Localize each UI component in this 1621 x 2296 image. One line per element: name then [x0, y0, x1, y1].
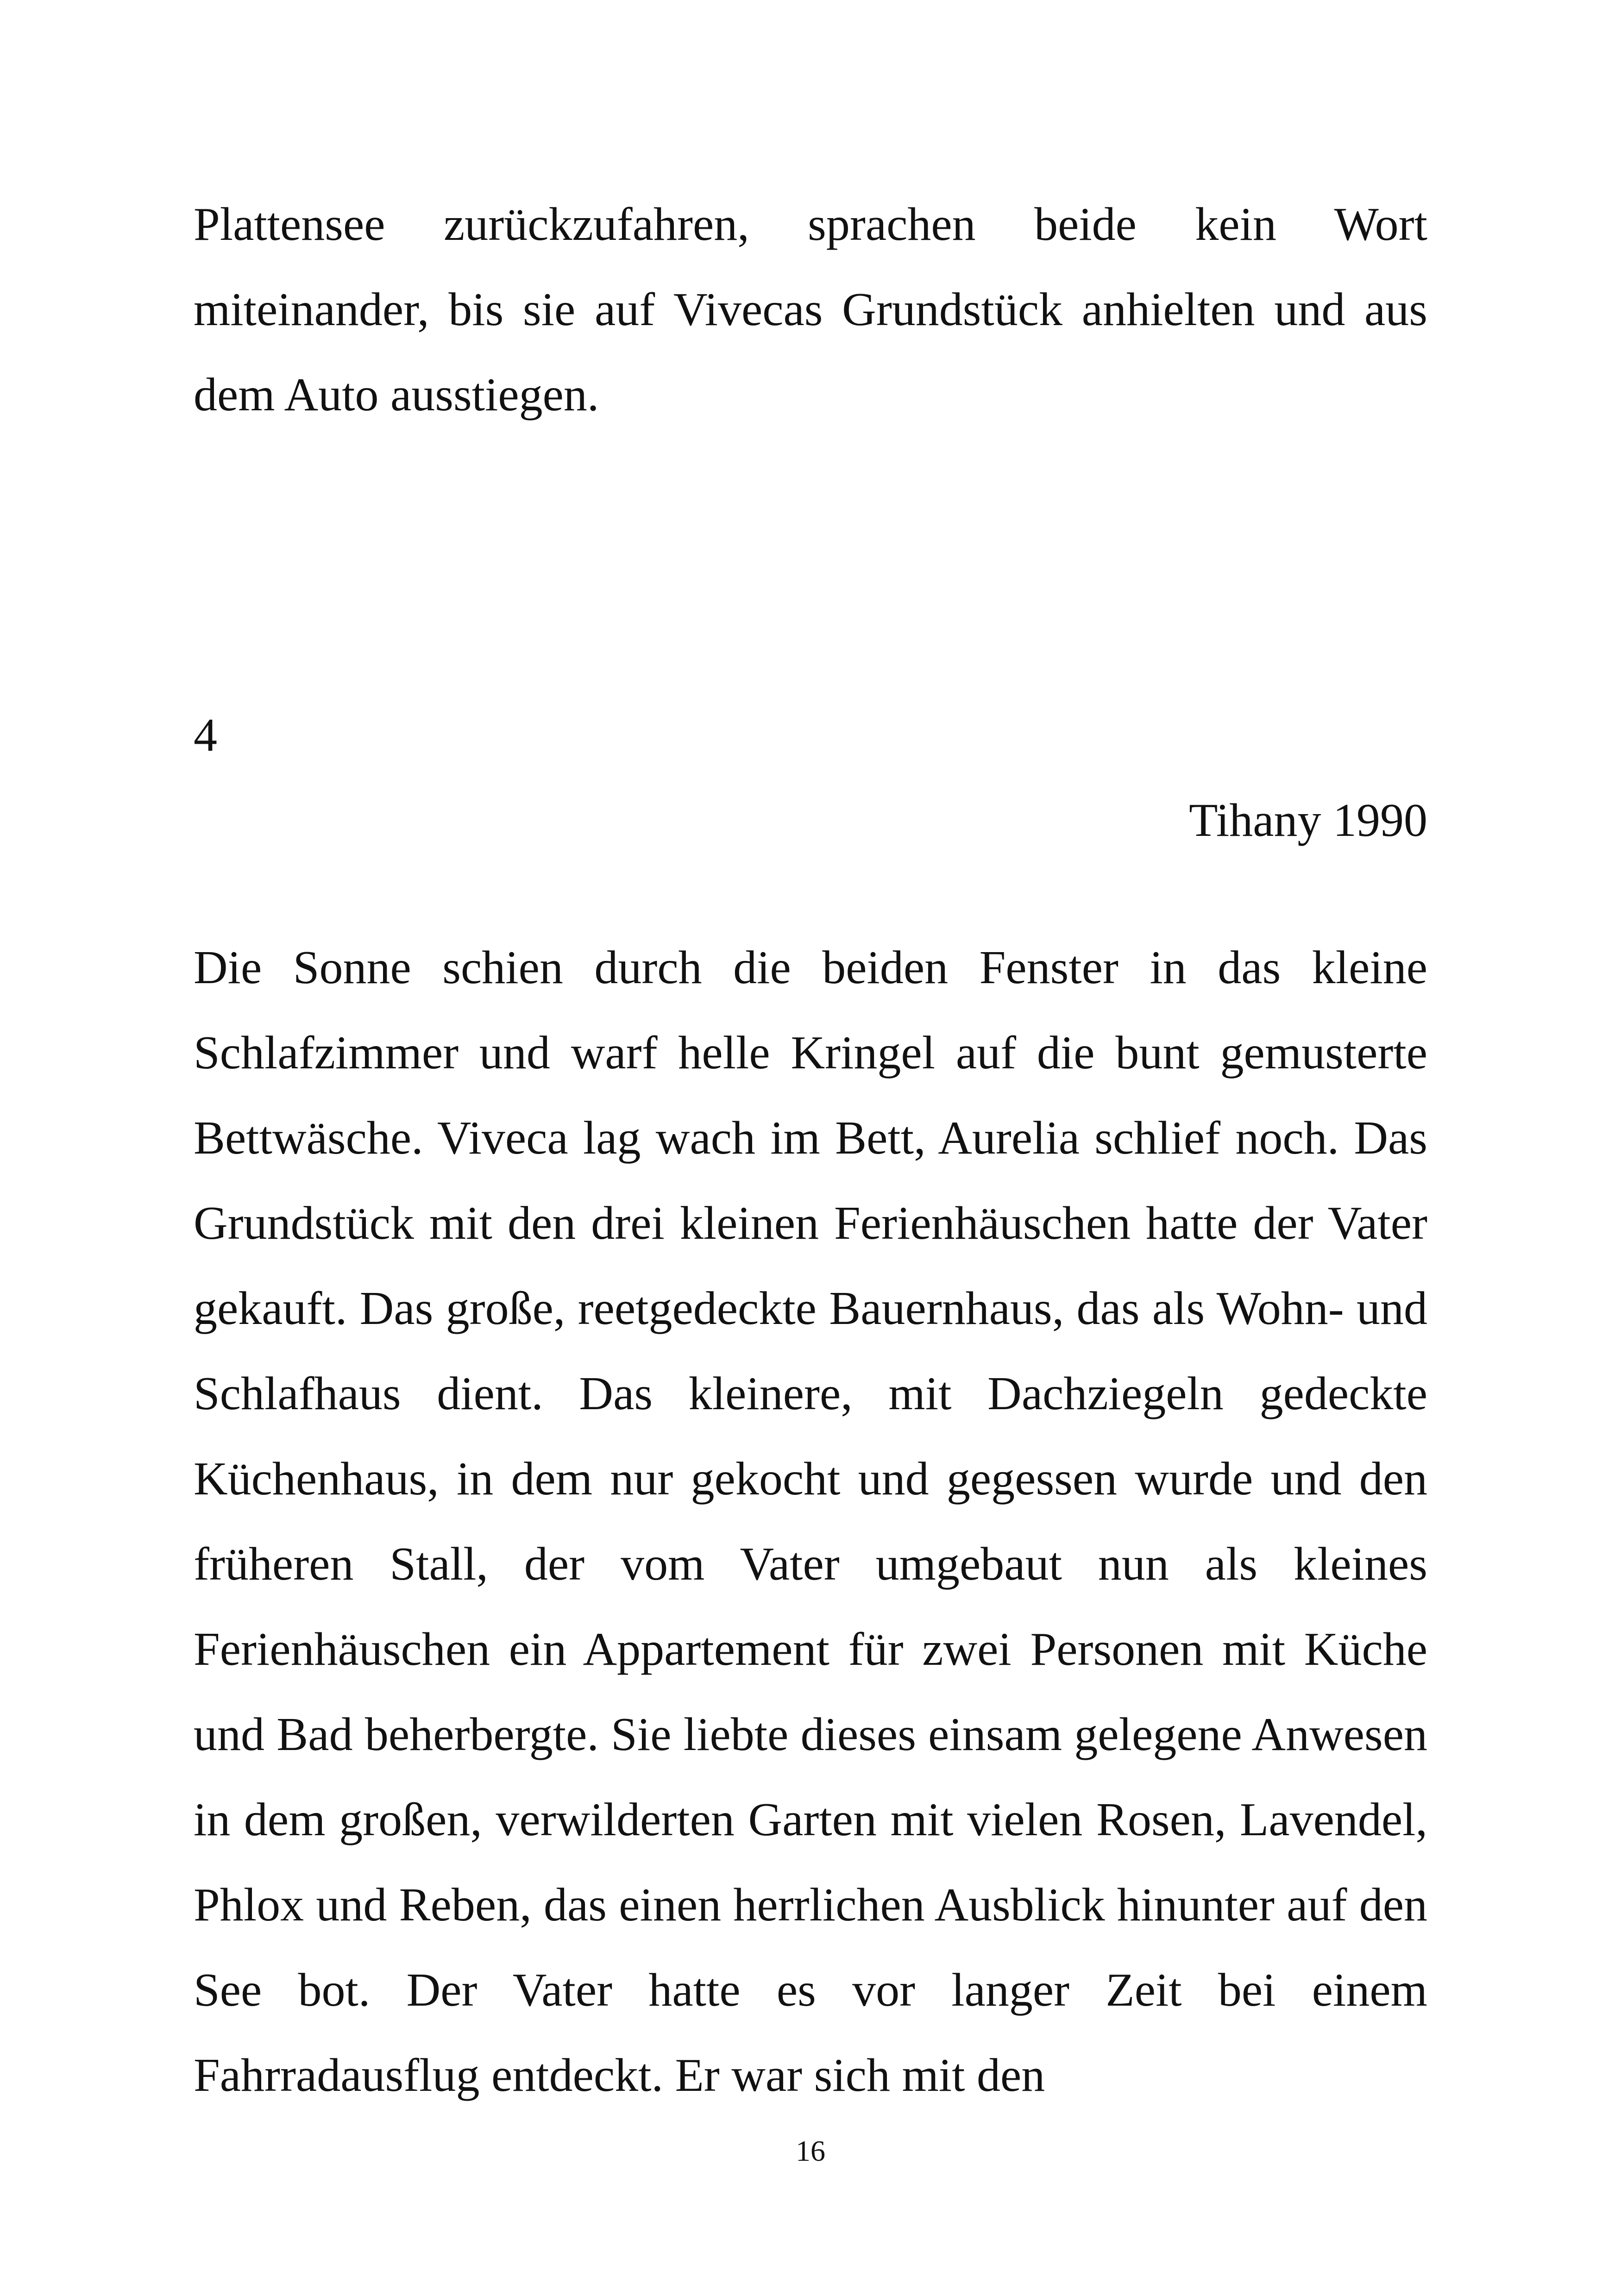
chapter-number: 4: [194, 709, 217, 761]
chapter-place-date: Tihany 1990: [1189, 794, 1427, 847]
paragraph-continuation: Plattensee zurückzufahren, sprachen beide kein Wort miteinander, bis sie auf Vivecas Grundstück anhielten und aus dem Auto ausstiegen.: [194, 198, 1427, 421]
page-number: 16: [796, 2134, 825, 2167]
chapter-body-paragraph: Die Sonne schien durch die beiden Fenster in das kleine Schlafzimmer und warf helle Kringel auf die bunt gemusterte Bettwäsche. Viveca lag wach im Bett, Aurelia schlief noch. Das Grundstück mit den drei kleinen Ferienhäuschen hatte der Vater gekauft. Das große, reetgedeckte Bauernhaus, das als Wohn- und Schlafhaus dient. Das kleinere, mit Dachziegeln gedeckte Küchenhaus, in dem nur gekocht und gegessen wurde und den früheren Stall, der vom Vater umgebaut nun als kleines Ferienhäuschen ein Appartement für zwei Personen mit Küche und Bad beherbergte. Sie liebte dieses einsam gelegene Anwesen in dem großen, verwilderten Garten mit vielen Rosen, Lavendel, Phlox und Reben, das einen herrlichen Ausblick hinunter auf den See bot. Der Vater hatte es vor langer Zeit bei einem Fahrradausflug entdeckt. Er war sich mit den: [194, 941, 1427, 2102]
